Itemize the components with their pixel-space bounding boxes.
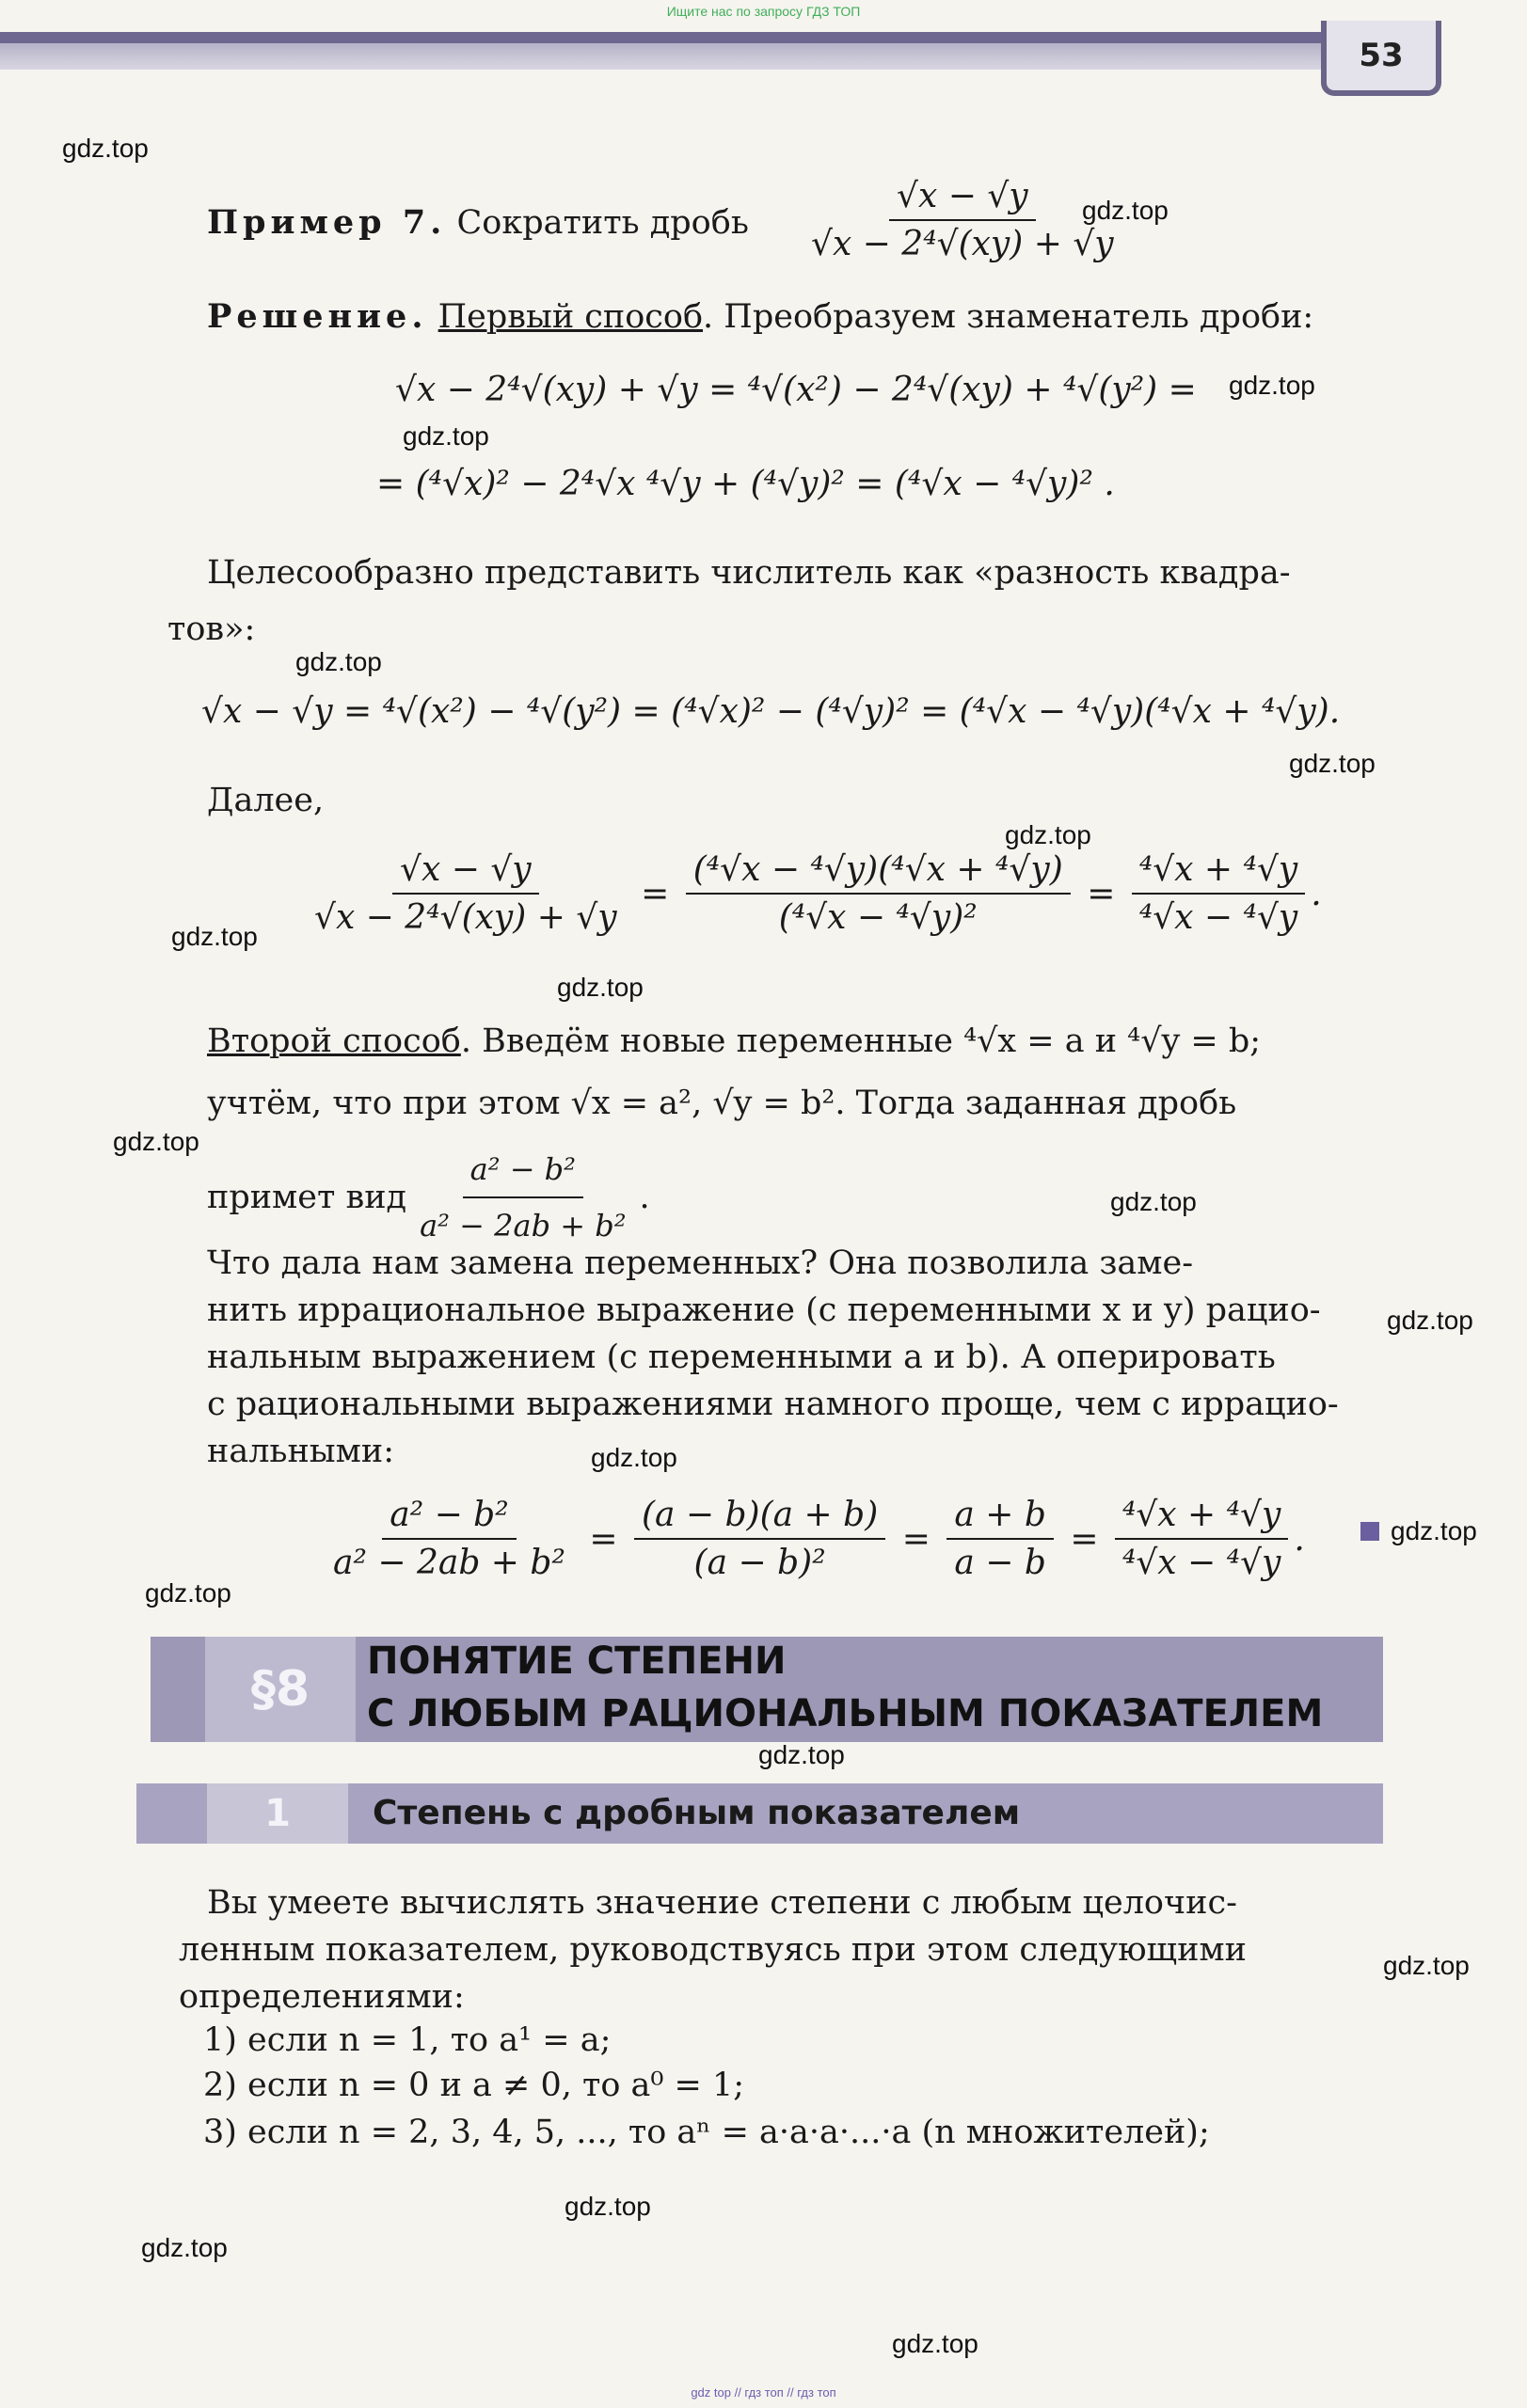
example-task: Сократить дробь <box>456 204 749 242</box>
rational-fraction-4-denominator: ⁴√x − ⁴√y <box>1121 1544 1281 1582</box>
rational-fraction-4-numerator: ⁴√x + ⁴√y <box>1115 1496 1288 1540</box>
watermark: gdz.top <box>1229 371 1315 400</box>
second-way-line-2: учтём, что при этом √x = a², √y = b². Тогда заданная дробь <box>207 1085 1237 1122</box>
paragraph-2-line-1: Целесообразно представить числитель как «разность квадра- <box>207 554 1291 592</box>
period: . <box>1311 874 1322 913</box>
chain-fraction-2-numerator: (⁴√x − ⁴√y)(⁴√x + ⁴√y) <box>686 850 1071 895</box>
end-of-example-marker <box>1360 1522 1379 1541</box>
rational-chain <box>320 1496 1305 1582</box>
watermark: gdz.top <box>113 1127 199 1156</box>
watermark: gdz.top <box>62 134 149 163</box>
paragraph-4-line-4: с рациональными выражениями намного проще, чем с иррацио- <box>207 1386 1339 1423</box>
first-way-text: . Преобразуем знаменатель дроби: <box>703 298 1314 336</box>
formula-line-3: √x − √y = ⁴√(x²) − ⁴√(y²) = (⁴√x)² − (⁴√y)² = (⁴√x − ⁴√y)(⁴√x + ⁴√y). <box>201 692 1341 731</box>
rational-fraction-1-numerator: a² − b² <box>382 1496 516 1540</box>
fraction-denominator: √x − 2⁴√(xy) + √y <box>811 225 1114 263</box>
solution-label: Решение. <box>207 297 428 336</box>
formula-line-1: √x − 2⁴√(xy) + √y = ⁴√(x²) − 2⁴√(xy) + ⁴√(y²) = <box>395 371 1197 409</box>
equals-sign: = <box>629 874 680 913</box>
equals-sign: = <box>578 1519 628 1559</box>
watermark: gdz.top <box>1110 1187 1197 1216</box>
top-hint: Ищите нас по запросу ГДЗ ТОП <box>666 4 861 19</box>
header-band <box>0 32 1328 70</box>
substitution-numerator: a² − b² <box>463 1146 583 1198</box>
watermark: gdz.top <box>1289 749 1376 778</box>
subsection-title: Степень с дробным показателем <box>373 1794 1021 1832</box>
intro-line-1: Вы умеете вычислять значение степени с любым целочис- <box>207 1884 1237 1922</box>
paragraph-4-line-3: нальным выражением (с переменными a и b). А оперировать <box>207 1339 1276 1376</box>
watermark: gdz.top <box>557 973 644 1002</box>
watermark: gdz.top <box>1383 1951 1470 1980</box>
second-way-line-3-text: примет вид <box>207 1179 407 1216</box>
intro-line-2: ленным показателем, руководствуясь при этом следующими <box>179 1931 1247 1969</box>
watermark: gdz.top <box>1387 1306 1473 1335</box>
second-way-line-3: примет вид $\frac{\text{a² − b²}}{\text{a² − 2ab + b²}}$ . <box>207 1146 650 1249</box>
example-fraction <box>798 177 1127 263</box>
rational-fraction-2-denominator: (a − b)² <box>693 1544 826 1582</box>
definition-item-2: 2) если n = 0 и a ≠ 0, то a⁰ = 1; <box>203 2067 745 2104</box>
second-way-label: Второй способ <box>207 1022 461 1060</box>
second-way-line-1 <box>207 1018 1261 1065</box>
equals-sign: = <box>891 1519 942 1559</box>
paragraph-4-line-1: Что дала нам замена переменных? Она позволила заме- <box>207 1244 1194 1282</box>
watermark: gdz.top <box>591 1443 677 1472</box>
rational-fraction-2-numerator: (a − b)(a + b) <box>634 1496 885 1540</box>
chain-fraction-3-denominator: ⁴√x − ⁴√y <box>1138 898 1298 937</box>
rational-fraction-3-denominator: a − b <box>954 1544 1046 1582</box>
watermark: gdz.top <box>1391 1516 1477 1545</box>
definition-item-1: 1) если n = 1, то a¹ = a; <box>203 2021 612 2059</box>
example-label: Пример 7. <box>207 203 447 242</box>
watermark: gdz.top <box>141 2233 228 2262</box>
chain-fraction-1-denominator: √x − 2⁴√(xy) + √y <box>314 898 617 937</box>
solution-line <box>207 293 1313 341</box>
section-title-line-1: ПОНЯТИЕ СТЕПЕНИ <box>367 1640 787 1683</box>
fraction-numerator: √x − √y <box>889 177 1036 221</box>
paragraph-2-line-2: тов»: <box>167 610 256 648</box>
watermark: gdz.top <box>1005 820 1091 849</box>
chain-fraction-1-numerator: √x − √y <box>392 850 539 895</box>
section-number: §8 <box>250 1661 310 1718</box>
watermark: gdz.top <box>171 922 258 951</box>
watermark: gdz.top <box>758 1740 845 1769</box>
paragraph-4-line-5: нальными: <box>207 1433 395 1470</box>
page-number: 53 <box>1321 21 1441 96</box>
watermark: gdz.top <box>565 2192 651 2221</box>
definition-item-3: 3) если n = 2, 3, 4, 5, ..., то aⁿ = a·a·a·...·a (n множителей); <box>203 2114 1210 2151</box>
watermark: gdz.top <box>295 647 382 676</box>
equals-sign: = <box>1075 874 1126 913</box>
footer-note: gdz top // гдз топ // гдз топ <box>691 2385 836 2400</box>
paragraph-4-line-2: нить иррациональное выражение (с переменными x и y) рацио- <box>207 1291 1321 1329</box>
second-way-text: . Введём новые переменные ⁴√x = a и ⁴√y = b; <box>460 1022 1262 1060</box>
equals-sign: = <box>1058 1519 1109 1559</box>
subsection-number: 1 <box>264 1792 291 1835</box>
rational-fraction-1-denominator: a² − 2ab + b² <box>333 1544 565 1582</box>
chain-fraction-2-denominator: (⁴√x − ⁴√y)² <box>778 898 978 937</box>
further-label: Далее, <box>207 782 325 819</box>
watermark: gdz.top <box>145 1578 231 1608</box>
intro-line-3: определениями: <box>179 1978 465 2016</box>
formula-line-2: = (⁴√x)² − 2⁴√x ⁴√y + (⁴√y)² = (⁴√x − ⁴√y)² . <box>376 465 1115 503</box>
watermark: gdz.top <box>1082 196 1169 225</box>
watermark: gdz.top <box>892 2329 978 2358</box>
period: . <box>1294 1519 1305 1559</box>
chain-fraction-3-numerator: ⁴√x + ⁴√y <box>1132 850 1305 895</box>
watermark: gdz.top <box>403 421 489 451</box>
first-way-label: Первый способ <box>437 298 704 336</box>
substitution-denominator: a² − 2ab + b² <box>420 1208 627 1244</box>
rational-fraction-3-numerator: a + b <box>946 1496 1054 1540</box>
fraction-chain-1 <box>301 850 1322 937</box>
example-heading <box>207 199 749 246</box>
section-title-line-2: С ЛЮБЫМ РАЦИОНАЛЬНЫМ ПОКАЗАТЕЛЕМ <box>367 1692 1324 1735</box>
